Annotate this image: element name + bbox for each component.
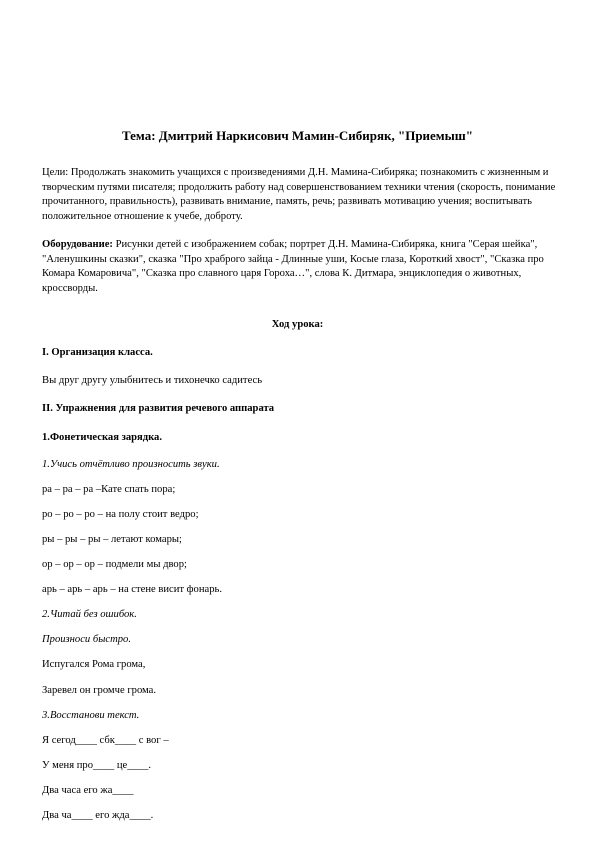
syllable-line: ор – ор – ор – подмели мы двор; bbox=[42, 559, 187, 570]
restore-line: Два часа его жа____ bbox=[42, 785, 134, 796]
task-2-subheading: Произноси быстро. bbox=[42, 634, 131, 645]
task-2-heading: 2.Читай без ошибок. bbox=[42, 609, 137, 620]
tongue-twister-line: Заревел он громче грома. bbox=[42, 685, 157, 696]
greeting-line: Вы друг другу улыбнитесь и тихонечко садитесь bbox=[42, 375, 263, 386]
phonetic-heading: 1.Фонетическая зарядка. bbox=[42, 432, 163, 443]
equipment-paragraph bbox=[42, 238, 562, 296]
lesson-heading: Ход урока: bbox=[271, 319, 324, 330]
restore-line: Я сегод____ сбк____ с вог – bbox=[42, 735, 169, 746]
goals-paragraph: Цели: Продолжать знакомить учащихся с произведениями Д.Н. Мамина-Сибиряка; познакомить с жизненным и творческим путями писателя; продолжить работу над совершенствованием техники чтения (скорость, понимание прочитанного, правильность), развивать внимание, память, речь; развивать мотивацию учения; воспитывать положительное отношение к учебе, доброту. bbox=[42, 167, 556, 222]
syllable-line: ры – ры – ры – летают комары; bbox=[42, 534, 182, 545]
section-1-heading: I. Организация класса. bbox=[42, 347, 153, 358]
task-3-heading: 3.Восстанови текст. bbox=[42, 710, 140, 721]
syllable-line: ро – ро – ро – на полу стоит ведро; bbox=[42, 509, 199, 520]
tongue-twister-line: Испугался Рома грома, bbox=[42, 659, 146, 670]
equipment-text: Рисунки детей с изображением собак; портрет Д.Н. Мамина-Сибиряка, книга "Серая шейка", "Аленушкины сказки", сказка "Про храброго зайца - Длинные уши, Косые глаза, Короткий хвост", "Сказка про Комара Комаровича", "Сказка про славного царя Гороха…", слова К. Дитмара, энциклопедия о животных, кроссворды. bbox=[42, 239, 544, 294]
document-title: Тема: Дмитрий Наркисович Мамин-Сибиряк, "Приемыш" bbox=[121, 128, 474, 143]
section-2-heading: II. Упражнения для развития речевого аппарата bbox=[42, 403, 275, 414]
equipment-label: Оборудование: bbox=[42, 239, 113, 250]
syllable-line: ра – ра – ра –Кате спать пора; bbox=[42, 484, 176, 495]
task-1-heading: 1.Учись отчётливо произносить звуки. bbox=[42, 459, 220, 470]
syllable-line: арь – арь – арь – на стене висит фонарь. bbox=[42, 584, 222, 595]
restore-line: Два ча____ его жда____. bbox=[42, 810, 154, 821]
restore-line: У меня про____ це____. bbox=[42, 760, 152, 771]
